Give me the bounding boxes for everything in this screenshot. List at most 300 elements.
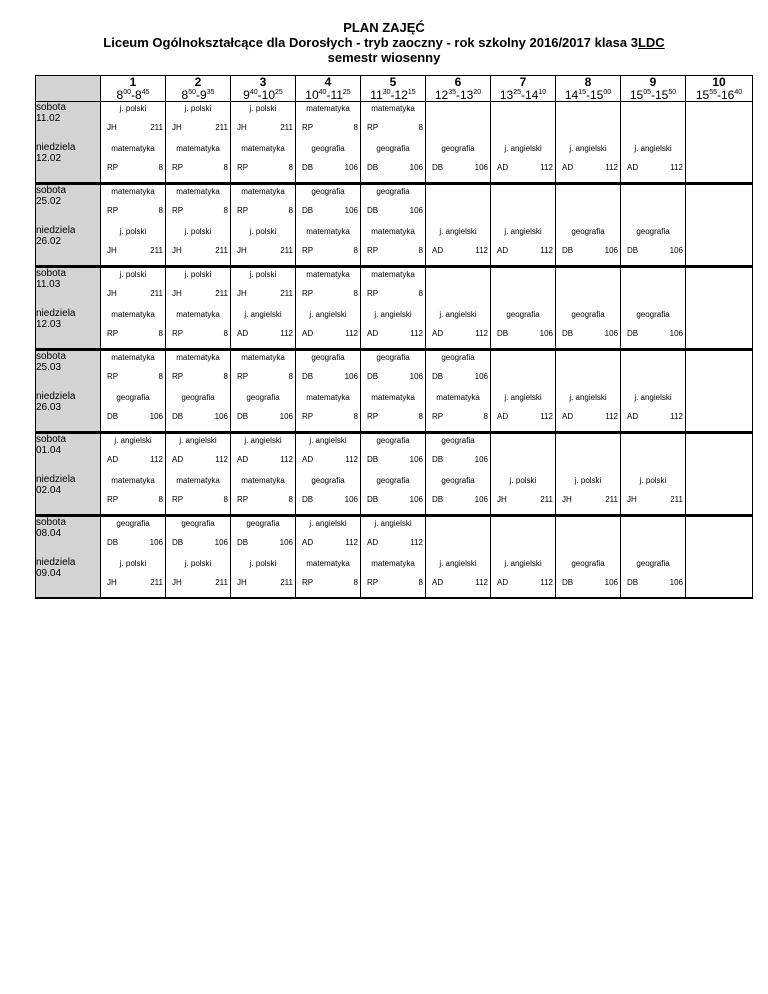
lesson-details bbox=[296, 371, 360, 383]
lesson-cell bbox=[556, 557, 621, 598]
teacher-initials: DB bbox=[172, 412, 184, 421]
lesson-subject: j. polski bbox=[509, 476, 537, 485]
teacher-initials: DB bbox=[627, 578, 639, 587]
lesson-cell bbox=[621, 474, 686, 516]
day-label bbox=[36, 308, 101, 350]
lesson-cell bbox=[426, 474, 491, 516]
lesson-details bbox=[491, 577, 555, 589]
teacher-initials: AD bbox=[237, 455, 249, 464]
day-row bbox=[36, 225, 753, 267]
lesson-subject: j. polski bbox=[119, 559, 147, 568]
teacher-initials: RP bbox=[367, 289, 379, 298]
lesson-subject: j. angielski bbox=[504, 559, 542, 568]
lesson-details bbox=[361, 577, 425, 589]
lesson-details bbox=[296, 122, 360, 134]
lesson-cell bbox=[166, 142, 231, 184]
teacher-initials: RP bbox=[302, 412, 314, 421]
teacher-initials: DB bbox=[237, 412, 249, 421]
lesson-details bbox=[426, 328, 490, 340]
day-label bbox=[36, 267, 101, 309]
period-end-hour: 9 bbox=[200, 88, 207, 102]
day-row bbox=[36, 267, 753, 309]
lesson-subject: matematyka bbox=[111, 144, 155, 153]
lesson-details bbox=[166, 411, 230, 423]
room-number: 8 bbox=[223, 372, 228, 381]
teacher-initials: JH bbox=[107, 123, 117, 132]
teacher-initials: JH bbox=[627, 495, 637, 504]
lesson-subject: geografia bbox=[441, 436, 475, 445]
room-number: 112 bbox=[280, 455, 293, 464]
lesson-subject: matematyka bbox=[111, 310, 155, 319]
room-number: 211 bbox=[150, 289, 163, 298]
teacher-initials: RP bbox=[172, 329, 184, 338]
lesson-details bbox=[491, 328, 555, 340]
room-number: 112 bbox=[345, 329, 358, 338]
lesson-details bbox=[101, 454, 165, 466]
lesson-subject: j. angielski bbox=[244, 310, 282, 319]
day-date: 08.04 bbox=[36, 528, 62, 539]
period-start-minute: 40 bbox=[249, 89, 258, 96]
teacher-initials: JH bbox=[107, 246, 117, 255]
teacher-initials: AD bbox=[432, 246, 444, 255]
lesson-subject: j. angielski bbox=[569, 393, 607, 402]
lesson-details bbox=[296, 454, 360, 466]
room-number: 8 bbox=[288, 163, 293, 172]
lesson-cell bbox=[491, 391, 556, 433]
lesson-details bbox=[231, 328, 295, 340]
period-start-hour: 12 bbox=[434, 88, 449, 102]
room-number: 106 bbox=[344, 163, 358, 172]
lesson-details bbox=[361, 122, 425, 134]
period-end-hour: 14 bbox=[525, 88, 539, 102]
teacher-initials: AD bbox=[497, 412, 509, 421]
day-row bbox=[36, 142, 753, 184]
lesson-cell bbox=[166, 184, 231, 226]
lesson-subject: geografia bbox=[376, 353, 410, 362]
lesson-details bbox=[101, 371, 165, 383]
empty-cell bbox=[686, 433, 753, 475]
room-number: 112 bbox=[345, 538, 358, 547]
lesson-cell bbox=[231, 184, 296, 226]
lesson-details bbox=[296, 162, 360, 174]
lesson-subject: geografia bbox=[181, 519, 215, 528]
day-date: 11.03 bbox=[36, 279, 61, 290]
day-name: niedziela bbox=[36, 391, 76, 402]
lesson-cell bbox=[166, 225, 231, 267]
day-label bbox=[36, 184, 101, 226]
teacher-initials: RP bbox=[172, 495, 184, 504]
lesson-cell bbox=[491, 225, 556, 267]
teacher-initials: DB bbox=[107, 412, 119, 421]
lesson-details bbox=[491, 162, 555, 174]
lesson-subject: matematyka bbox=[176, 144, 220, 153]
lesson-subject: j. polski bbox=[184, 270, 212, 279]
room-number: 106 bbox=[669, 329, 683, 338]
teacher-initials: JH bbox=[172, 123, 182, 132]
lesson-cell bbox=[361, 184, 426, 226]
room-number: 112 bbox=[410, 329, 423, 338]
teacher-initials: DB bbox=[302, 163, 314, 172]
period-header bbox=[426, 76, 491, 102]
lesson-cell bbox=[231, 474, 296, 516]
lesson-subject: geografia bbox=[571, 310, 605, 319]
room-number: 106 bbox=[474, 163, 488, 172]
teacher-initials: RP bbox=[172, 372, 184, 381]
room-number: 8 bbox=[418, 246, 423, 255]
lesson-cell bbox=[231, 433, 296, 475]
period-start-minute: 50 bbox=[188, 89, 196, 96]
lesson-cell bbox=[556, 391, 621, 433]
lesson-subject: geografia bbox=[376, 187, 410, 196]
period-end-minute: 20 bbox=[473, 89, 482, 96]
room-number: 112 bbox=[670, 163, 683, 172]
room-number: 211 bbox=[215, 289, 228, 298]
day-date: 26.03 bbox=[36, 402, 62, 413]
lesson-subject: j. angielski bbox=[569, 144, 607, 153]
empty-cell bbox=[686, 350, 753, 392]
day-date: 26.02 bbox=[36, 236, 62, 247]
lesson-details bbox=[231, 494, 295, 506]
lesson-details bbox=[296, 328, 360, 340]
room-number: 8 bbox=[158, 372, 163, 381]
room-number: 211 bbox=[670, 495, 683, 504]
lesson-details bbox=[101, 411, 165, 423]
lesson-cell bbox=[101, 433, 166, 475]
room-number: 211 bbox=[280, 289, 293, 298]
teacher-initials: AD bbox=[432, 329, 444, 338]
lesson-details bbox=[426, 411, 490, 423]
empty-cell bbox=[686, 267, 753, 309]
teacher-initials: RP bbox=[172, 163, 184, 172]
day-name: sobota bbox=[36, 102, 67, 113]
day-name: sobota bbox=[36, 268, 67, 279]
teacher-initials: RP bbox=[237, 495, 249, 504]
room-number: 211 bbox=[540, 495, 553, 504]
teacher-initials: DB bbox=[367, 163, 379, 172]
empty-cell bbox=[491, 350, 556, 392]
day-date: 25.03 bbox=[36, 362, 62, 373]
period-time: $15^{55}-16^{40}$ bbox=[695, 88, 743, 102]
lesson-subject: j. polski bbox=[574, 476, 602, 485]
room-number: 112 bbox=[215, 455, 228, 464]
period-number: 3 bbox=[259, 75, 267, 89]
lesson-subject: j. angielski bbox=[114, 436, 152, 445]
period-header bbox=[621, 76, 686, 102]
teacher-initials: DB bbox=[497, 329, 509, 338]
period-time: $9^{40}-10^{25}$ bbox=[243, 88, 283, 102]
teacher-initials: JH bbox=[237, 246, 247, 255]
empty-cell bbox=[491, 433, 556, 475]
lesson-cell bbox=[231, 142, 296, 184]
period-time: $14^{15}-15^{00}$ bbox=[564, 88, 612, 102]
lesson-subject: j. angielski bbox=[374, 310, 412, 319]
period-number: 9 bbox=[649, 75, 657, 89]
lesson-details bbox=[621, 162, 685, 174]
teacher-initials: JH bbox=[497, 495, 507, 504]
day-name: sobota bbox=[36, 517, 67, 528]
lesson-subject: geografia bbox=[441, 144, 475, 153]
room-number: 106 bbox=[344, 206, 358, 215]
teacher-initials: RP bbox=[237, 206, 249, 215]
lesson-cell bbox=[101, 557, 166, 598]
room-number: 112 bbox=[605, 412, 618, 421]
room-number: 8 bbox=[288, 372, 293, 381]
day-date: 09.04 bbox=[36, 568, 62, 579]
lesson-subject: j. polski bbox=[119, 270, 147, 279]
empty-cell bbox=[621, 184, 686, 226]
day-label bbox=[36, 102, 101, 143]
room-number: 211 bbox=[215, 246, 228, 255]
period-end-minute: 15 bbox=[407, 89, 416, 96]
teacher-initials: AD bbox=[627, 163, 639, 172]
lesson-details bbox=[556, 328, 620, 340]
lesson-subject: matematyka bbox=[306, 270, 350, 279]
lesson-subject: geografia bbox=[376, 144, 410, 153]
teacher-initials: RP bbox=[107, 495, 119, 504]
lesson-subject: j. polski bbox=[249, 270, 277, 279]
day-label bbox=[36, 350, 101, 392]
teacher-initials: RP bbox=[172, 206, 184, 215]
room-number: 8 bbox=[288, 206, 293, 215]
period-header bbox=[166, 76, 231, 102]
room-number: 8 bbox=[353, 246, 358, 255]
teacher-initials: RP bbox=[107, 329, 119, 338]
room-number: 211 bbox=[280, 246, 293, 255]
room-number: 8 bbox=[158, 206, 163, 215]
lesson-details bbox=[426, 494, 490, 506]
period-header bbox=[231, 76, 296, 102]
empty-cell bbox=[556, 267, 621, 309]
empty-cell bbox=[686, 391, 753, 433]
lesson-cell bbox=[361, 433, 426, 475]
room-number: 211 bbox=[150, 246, 163, 255]
lesson-details bbox=[296, 411, 360, 423]
day-date: 02.04 bbox=[36, 485, 62, 496]
period-end-hour: 15 bbox=[655, 88, 669, 102]
lesson-details bbox=[361, 454, 425, 466]
day-row bbox=[36, 474, 753, 516]
room-number: 106 bbox=[214, 538, 228, 547]
day-name: sobota bbox=[36, 351, 67, 362]
lesson-subject: geografia bbox=[571, 227, 605, 236]
day-name: sobota bbox=[36, 434, 67, 445]
period-start-minute: 25 bbox=[513, 89, 521, 96]
empty-cell bbox=[686, 516, 753, 558]
day-row bbox=[36, 516, 753, 558]
lesson-cell bbox=[101, 142, 166, 184]
room-number: 8 bbox=[223, 206, 228, 215]
room-number: 106 bbox=[344, 495, 358, 504]
lesson-cell bbox=[296, 102, 361, 143]
room-number: 106 bbox=[409, 206, 423, 215]
room-number: 112 bbox=[670, 412, 683, 421]
lesson-cell bbox=[621, 557, 686, 598]
school-name: Liceum Ogólnokształcące dla Dorosłych - tryb zaoczny - rok szkolny 2016/2017 klasa 3 bbox=[103, 35, 638, 50]
lesson-subject: j. angielski bbox=[439, 559, 477, 568]
lesson-subject: matematyka bbox=[176, 353, 220, 362]
empty-cell bbox=[491, 102, 556, 143]
empty-cell bbox=[556, 102, 621, 143]
lesson-cell bbox=[166, 267, 231, 309]
day-date: 12.03 bbox=[36, 319, 62, 330]
room-number: 106 bbox=[149, 538, 163, 547]
lesson-details bbox=[166, 328, 230, 340]
room-number: 112 bbox=[345, 455, 358, 464]
lesson-details bbox=[231, 288, 295, 300]
teacher-initials: AD bbox=[302, 455, 314, 464]
day-row bbox=[36, 557, 753, 598]
teacher-initials: DB bbox=[432, 372, 444, 381]
teacher-initials: AD bbox=[497, 163, 509, 172]
empty-cell bbox=[491, 184, 556, 226]
lesson-subject: geografia bbox=[311, 187, 345, 196]
lesson-cell bbox=[231, 350, 296, 392]
lesson-details bbox=[231, 577, 295, 589]
lesson-subject: geografia bbox=[441, 353, 475, 362]
period-header bbox=[361, 76, 426, 102]
lesson-cell bbox=[491, 474, 556, 516]
room-number: 106 bbox=[474, 495, 488, 504]
room-number: 106 bbox=[539, 329, 553, 338]
room-number: 106 bbox=[149, 412, 163, 421]
teacher-initials: RP bbox=[302, 246, 314, 255]
period-start-minute: 05 bbox=[643, 89, 651, 96]
teacher-initials: DB bbox=[302, 495, 314, 504]
lesson-details bbox=[296, 205, 360, 217]
room-number: 8 bbox=[353, 123, 358, 132]
lesson-cell bbox=[361, 350, 426, 392]
day-label bbox=[36, 142, 101, 184]
room-number: 112 bbox=[540, 578, 553, 587]
lesson-details bbox=[231, 245, 295, 257]
teacher-initials: AD bbox=[627, 412, 639, 421]
teacher-initials: AD bbox=[302, 538, 314, 547]
lesson-cell bbox=[166, 516, 231, 558]
lesson-subject: matematyka bbox=[176, 187, 220, 196]
lesson-subject: j. angielski bbox=[439, 227, 477, 236]
lesson-cell bbox=[426, 308, 491, 350]
lesson-subject: geografia bbox=[181, 393, 215, 402]
lesson-cell bbox=[296, 225, 361, 267]
room-number: 211 bbox=[215, 578, 228, 587]
teacher-initials: AD bbox=[432, 578, 444, 587]
room-number: 106 bbox=[604, 329, 618, 338]
room-number: 8 bbox=[223, 329, 228, 338]
room-number: 112 bbox=[475, 329, 488, 338]
day-row bbox=[36, 184, 753, 226]
lesson-subject: geografia bbox=[246, 519, 280, 528]
lesson-subject: j. polski bbox=[249, 227, 277, 236]
teacher-initials: AD bbox=[562, 412, 574, 421]
room-number: 8 bbox=[158, 329, 163, 338]
lesson-details bbox=[101, 205, 165, 217]
lesson-subject: matematyka bbox=[306, 104, 350, 113]
teacher-initials: AD bbox=[562, 163, 574, 172]
period-end-hour: 11 bbox=[330, 88, 343, 102]
period-start-minute: 55 bbox=[709, 89, 717, 96]
lesson-details bbox=[621, 577, 685, 589]
period-start-minute: 00 bbox=[123, 89, 131, 96]
lesson-cell bbox=[296, 350, 361, 392]
lesson-cell bbox=[491, 557, 556, 598]
room-number: 106 bbox=[409, 372, 423, 381]
lesson-cell bbox=[101, 308, 166, 350]
lesson-cell bbox=[166, 308, 231, 350]
lesson-subject: matematyka bbox=[371, 227, 415, 236]
room-number: 8 bbox=[483, 412, 488, 421]
room-number: 8 bbox=[418, 578, 423, 587]
period-number: 8 bbox=[584, 75, 592, 89]
empty-cell bbox=[491, 516, 556, 558]
lesson-subject: geografia bbox=[311, 476, 345, 485]
lesson-subject: j. polski bbox=[184, 104, 212, 113]
lesson-details bbox=[166, 122, 230, 134]
teacher-initials: RP bbox=[107, 206, 119, 215]
lesson-cell bbox=[361, 225, 426, 267]
room-number: 112 bbox=[540, 412, 553, 421]
lesson-subject: j. angielski bbox=[309, 436, 347, 445]
lesson-subject: matematyka bbox=[371, 270, 415, 279]
period-header bbox=[491, 76, 556, 102]
lesson-cell bbox=[166, 350, 231, 392]
lesson-cell bbox=[621, 225, 686, 267]
lesson-subject: matematyka bbox=[111, 476, 155, 485]
day-label bbox=[36, 516, 101, 558]
lesson-details bbox=[491, 411, 555, 423]
lesson-details bbox=[621, 411, 685, 423]
lesson-details bbox=[361, 494, 425, 506]
lesson-subject: matematyka bbox=[176, 310, 220, 319]
teacher-initials: RP bbox=[107, 372, 119, 381]
teacher-initials: DB bbox=[107, 538, 119, 547]
empty-cell bbox=[686, 474, 753, 516]
period-header bbox=[101, 76, 166, 102]
lesson-details bbox=[231, 205, 295, 217]
lesson-cell bbox=[231, 557, 296, 598]
teacher-initials: DB bbox=[627, 329, 639, 338]
lesson-details bbox=[231, 454, 295, 466]
lesson-cell bbox=[426, 142, 491, 184]
period-start-hour: 15 bbox=[629, 88, 644, 102]
lesson-details bbox=[101, 537, 165, 549]
lesson-subject: j. polski bbox=[249, 104, 277, 113]
teacher-initials: JH bbox=[107, 578, 117, 587]
lesson-subject: matematyka bbox=[111, 353, 155, 362]
room-number: 112 bbox=[605, 163, 618, 172]
day-label bbox=[36, 225, 101, 267]
lesson-cell bbox=[231, 308, 296, 350]
lesson-subject: j. polski bbox=[184, 227, 212, 236]
lesson-details bbox=[231, 162, 295, 174]
period-time: $13^{25}-14^{10}$ bbox=[499, 88, 547, 102]
lesson-cell bbox=[101, 102, 166, 143]
teacher-initials: DB bbox=[432, 495, 444, 504]
day-name: niedziela bbox=[36, 308, 76, 319]
period-number: 4 bbox=[324, 75, 332, 89]
lesson-cell bbox=[296, 433, 361, 475]
lesson-subject: j. angielski bbox=[504, 144, 542, 153]
period-start-minute: 30 bbox=[382, 89, 391, 96]
lesson-cell bbox=[556, 225, 621, 267]
day-name: niedziela bbox=[36, 225, 76, 236]
lesson-subject: geografia bbox=[246, 393, 280, 402]
lesson-cell bbox=[101, 350, 166, 392]
room-number: 8 bbox=[353, 289, 358, 298]
lesson-details bbox=[361, 328, 425, 340]
teacher-initials: AD bbox=[237, 329, 249, 338]
room-number: 106 bbox=[409, 163, 423, 172]
lesson-details bbox=[426, 454, 490, 466]
